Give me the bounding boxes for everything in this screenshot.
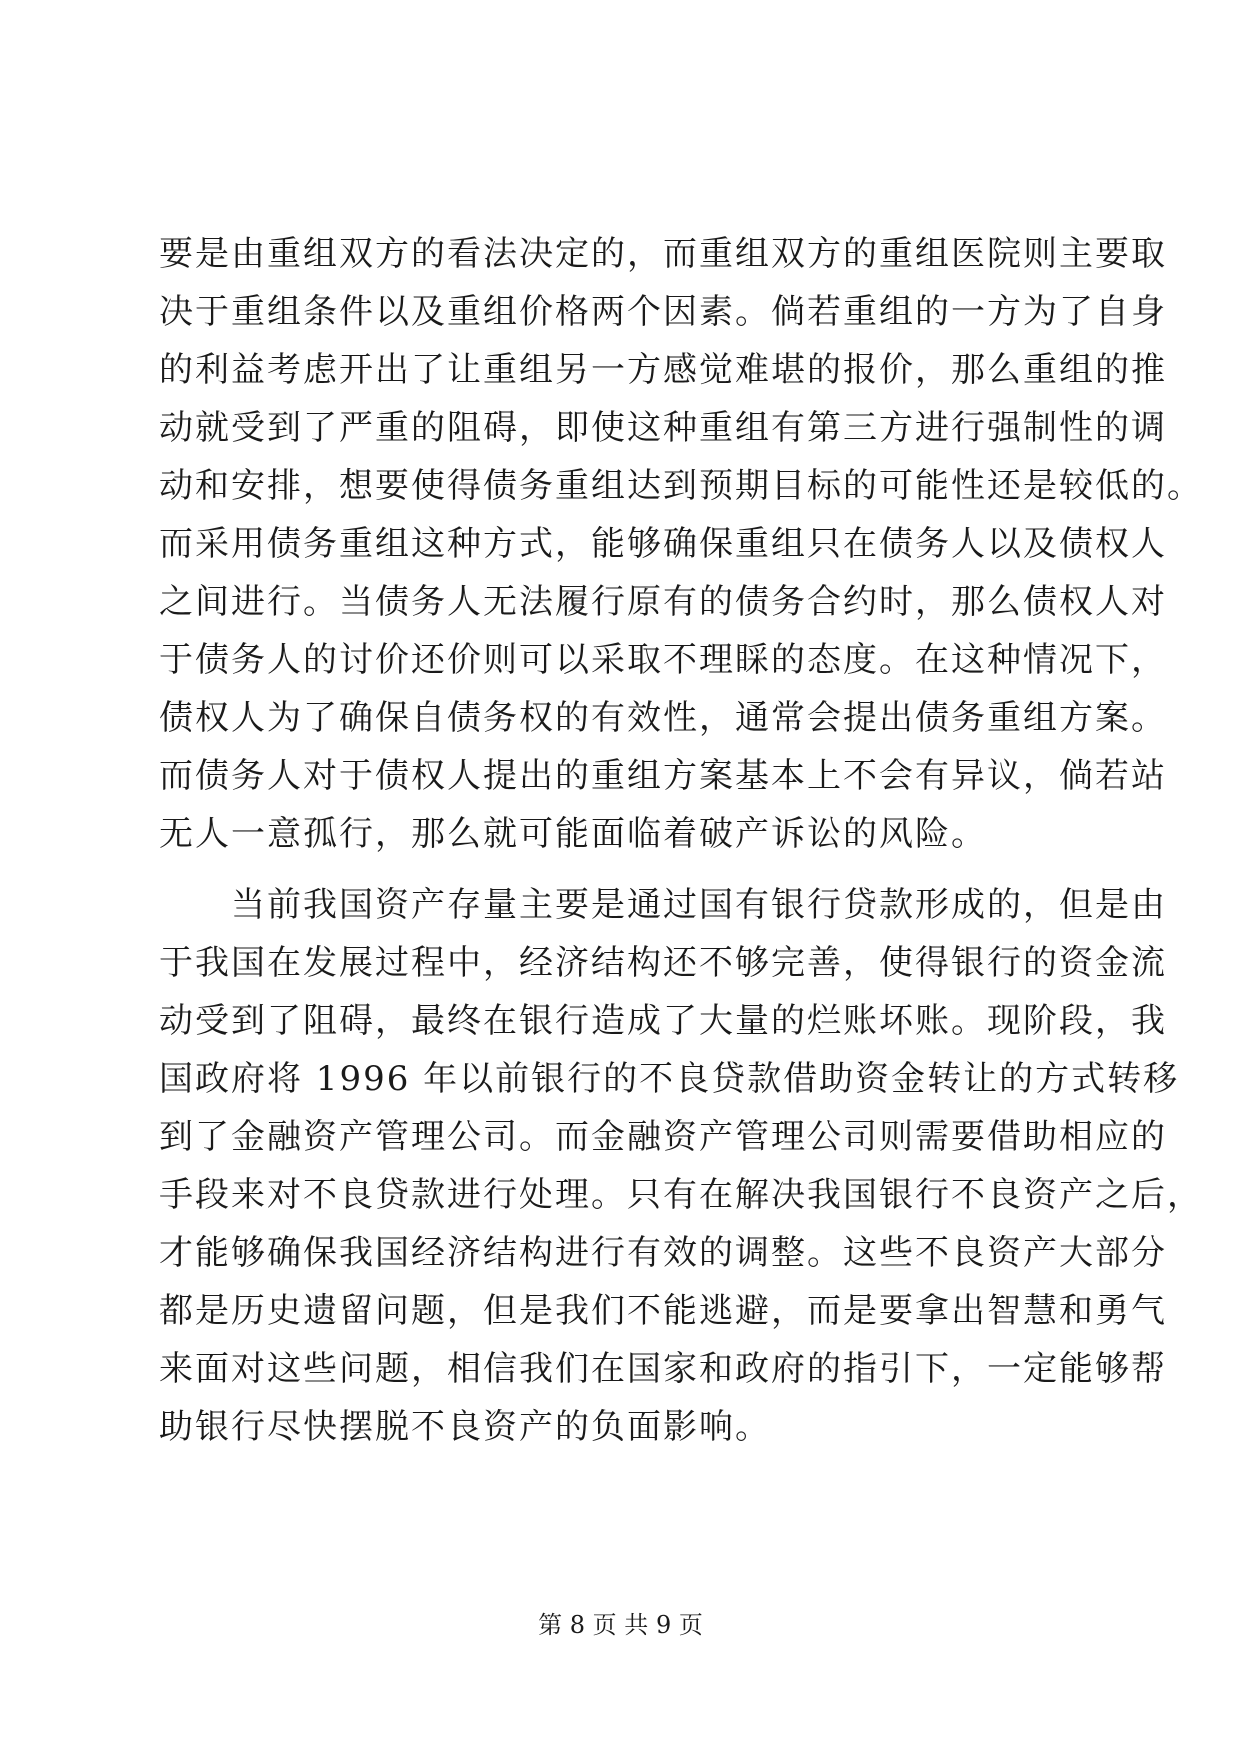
paragraph-2-line-10: 助银行尽快摆脱不良资产的负面影响。 <box>159 1407 771 1447</box>
paragraph-2-line-1: 当前我国资产存量主要是通过国有银行贷款形成的，但是由 <box>231 885 1167 925</box>
paragraph-2-line-9: 来面对这些问题，相信我们在国家和政府的指引下，一定能够帮 <box>159 1349 1167 1389</box>
paragraph-1-line-8: 于债务人的讨价还价则可以采取不理睬的态度。在这种情况下， <box>159 640 1167 680</box>
paragraph-2-line-5: 到了金融资产管理公司。而金融资产管理公司则需要借助相应的 <box>159 1117 1167 1157</box>
paragraph-1-line-9: 债权人为了确保自债务权的有效性，通常会提出债务重组方案。 <box>159 698 1167 738</box>
paragraph-1-line-3: 的利益考虑开出了让重组另一方感觉难堪的报价，那么重组的推 <box>159 350 1167 390</box>
page-footer: 第 8 页 共 9 页 <box>538 1611 703 1639</box>
paragraph-2-line-8: 都是历史遗留问题，但是我们不能逃避，而是要拿出智慧和勇气 <box>159 1291 1167 1331</box>
paragraph-1-line-7: 之间进行。当债务人无法履行原有的债务合约时，那么债权人对 <box>159 582 1167 622</box>
paragraph-1-line-5: 动和安排，想要使得债务重组达到预期目标的可能性还是较低的。 <box>159 466 1203 506</box>
paragraph-2-line-2: 于我国在发展过程中，经济结构还不够完善，使得银行的资金流 <box>159 943 1167 983</box>
paragraph-2-line-3: 动受到了阻碍，最终在银行造成了大量的烂账坏账。现阶段，我 <box>159 1001 1167 1041</box>
paragraph-1-line-2: 决于重组条件以及重组价格两个因素。倘若重组的一方为了自身 <box>159 292 1167 332</box>
paragraph-1-line-4: 动就受到了严重的阻碍，即使这种重组有第三方进行强制性的调 <box>159 408 1167 448</box>
paragraph-1-line-6: 而采用债务重组这种方式，能够确保重组只在债务人以及债权人 <box>159 524 1167 564</box>
paragraph-2-line-4: 国政府将 1996 年以前银行的不良贷款借助资金转让的方式转移 <box>159 1059 1180 1099</box>
paragraph-2-line-7: 才能够确保我国经济结构进行有效的调整。这些不良资产大部分 <box>159 1233 1167 1273</box>
paragraph-1-line-10: 而债务人对于债权人提出的重组方案基本上不会有异议，倘若站 <box>159 756 1167 796</box>
paragraph-1-line-11: 无人一意孤行，那么就可能面临着破产诉讼的风险。 <box>159 814 987 854</box>
paragraph-2-line-6: 手段来对不良贷款进行处理。只有在解决我国银行不良资产之后， <box>159 1175 1203 1215</box>
paragraph-1-line-1: 要是由重组双方的看法决定的，而重组双方的重组医院则主要取 <box>159 234 1167 274</box>
